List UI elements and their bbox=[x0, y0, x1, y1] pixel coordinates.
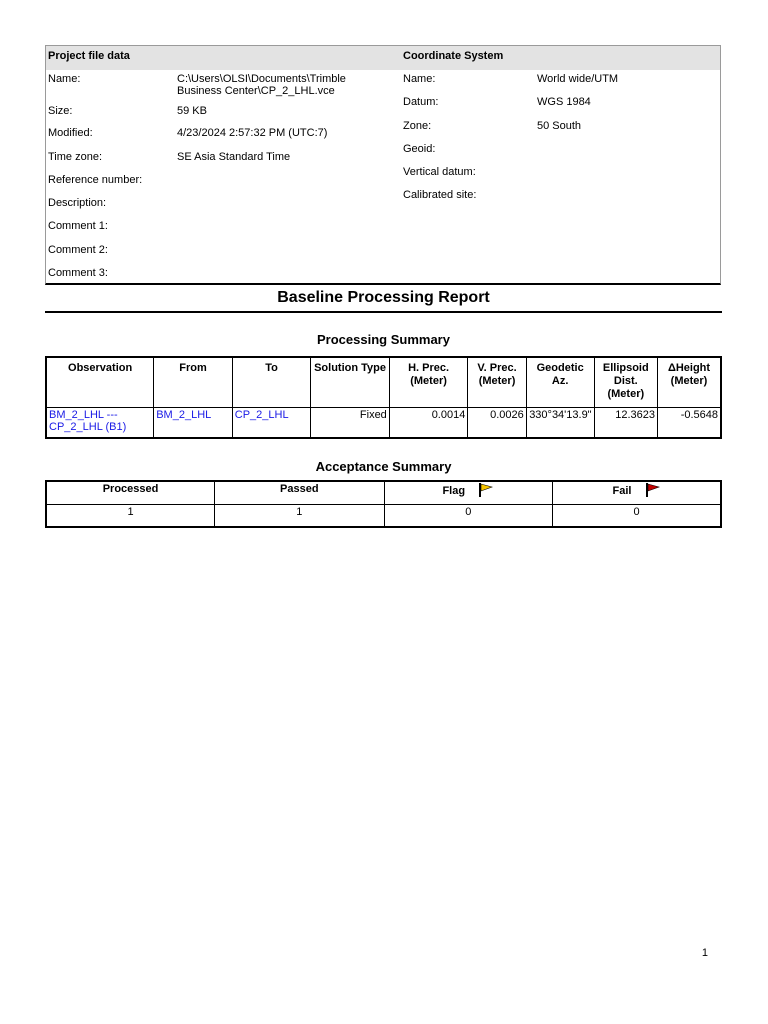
project-file-data-heading: Project file data bbox=[48, 50, 130, 62]
processing-summary-table bbox=[45, 356, 722, 439]
coord-vertical-datum-label: Vertical datum: bbox=[403, 166, 476, 178]
project-description-label: Description: bbox=[48, 197, 107, 209]
flag-icon bbox=[478, 483, 494, 497]
col-ellipsoid-dist: Ellipsoid Dist. (Meter) bbox=[594, 357, 657, 408]
project-timezone-value: SE Asia Standard Time bbox=[177, 151, 291, 163]
acceptance-summary-title: Acceptance Summary bbox=[315, 459, 452, 474]
col-delta-height: ΔHeight (Meter) bbox=[658, 357, 721, 408]
project-info-panel bbox=[45, 45, 721, 285]
project-modified-label: Modified: bbox=[48, 127, 93, 139]
coord-geoid-label: Geoid: bbox=[403, 143, 436, 155]
project-size-label: Size: bbox=[48, 105, 73, 117]
project-comment1-label: Comment 1: bbox=[48, 220, 108, 232]
project-comment3-label: Comment 3: bbox=[48, 267, 108, 279]
col-v-prec: V. Prec. (Meter) bbox=[468, 357, 526, 408]
to-link[interactable]: CP_2_LHL bbox=[232, 408, 311, 439]
coord-calibrated-site-label: Calibrated site: bbox=[403, 189, 477, 201]
observation-link[interactable]: BM_2_LHL --- CP_2_LHL (B1) bbox=[46, 408, 154, 439]
table-row bbox=[46, 408, 721, 439]
report-title: Baseline Processing Report bbox=[277, 289, 490, 306]
acceptance-header-row bbox=[46, 481, 721, 505]
delta-height-cell: -0.5648 bbox=[658, 408, 721, 439]
project-name-value: C:\Users\OLSI\Documents\Trimble Business Center\CP_2_LHL.vce bbox=[177, 73, 346, 97]
passed-count: 1 bbox=[215, 505, 385, 528]
solution-type-cell: Fixed bbox=[311, 408, 390, 439]
col-from: From bbox=[154, 357, 233, 408]
coord-zone-label: Zone: bbox=[403, 120, 432, 132]
fail-count: 0 bbox=[553, 505, 721, 528]
project-size-value: 59 KB bbox=[177, 105, 207, 117]
table-header-row bbox=[46, 357, 721, 408]
coord-zone-value: 50 South bbox=[537, 120, 582, 132]
coordinate-system-heading: Coordinate System bbox=[403, 50, 504, 62]
project-comment2-label: Comment 2: bbox=[48, 244, 108, 256]
v-prec-cell: 0.0026 bbox=[468, 408, 526, 439]
project-timezone-label: Time zone: bbox=[48, 151, 103, 163]
col-observation: Observation bbox=[46, 357, 154, 408]
coord-datum-value: WGS 1984 bbox=[537, 96, 591, 108]
page-number: 1 bbox=[701, 947, 708, 959]
table-row bbox=[46, 505, 721, 528]
acceptance-summary-table bbox=[45, 480, 722, 528]
col-processed: Processed bbox=[46, 481, 215, 505]
flag-count: 0 bbox=[384, 505, 552, 528]
project-modified-value: 4/23/2024 2:57:32 PM (UTC:7) bbox=[177, 127, 328, 139]
from-link[interactable]: BM_2_LHL bbox=[154, 408, 233, 439]
project-reference-label: Reference number: bbox=[48, 174, 143, 186]
geodetic-az-cell: 330°34'13.9" bbox=[526, 408, 594, 439]
col-solution-type: Solution Type bbox=[311, 357, 390, 408]
col-flag: Flag bbox=[384, 481, 552, 505]
info-panel-header bbox=[46, 46, 720, 70]
project-name-label: Name: bbox=[48, 73, 81, 85]
col-to: To bbox=[232, 357, 311, 408]
coord-name-value: World wide/UTM bbox=[537, 73, 619, 85]
processing-summary-title: Processing Summary bbox=[317, 332, 450, 347]
col-passed: Passed bbox=[215, 481, 385, 505]
col-fail: Fail bbox=[553, 481, 721, 505]
coord-name-label: Name: bbox=[403, 73, 436, 85]
h-prec-cell: 0.0014 bbox=[389, 408, 468, 439]
fail-flag-icon bbox=[645, 483, 661, 497]
col-h-prec: H. Prec. (Meter) bbox=[389, 357, 468, 408]
processed-count: 1 bbox=[46, 505, 215, 528]
ellipsoid-dist-cell: 12.3623 bbox=[594, 408, 657, 439]
coord-datum-label: Datum: bbox=[403, 96, 439, 108]
title-divider bbox=[45, 311, 722, 313]
col-geodetic-az: Geodetic Az. bbox=[526, 357, 594, 408]
